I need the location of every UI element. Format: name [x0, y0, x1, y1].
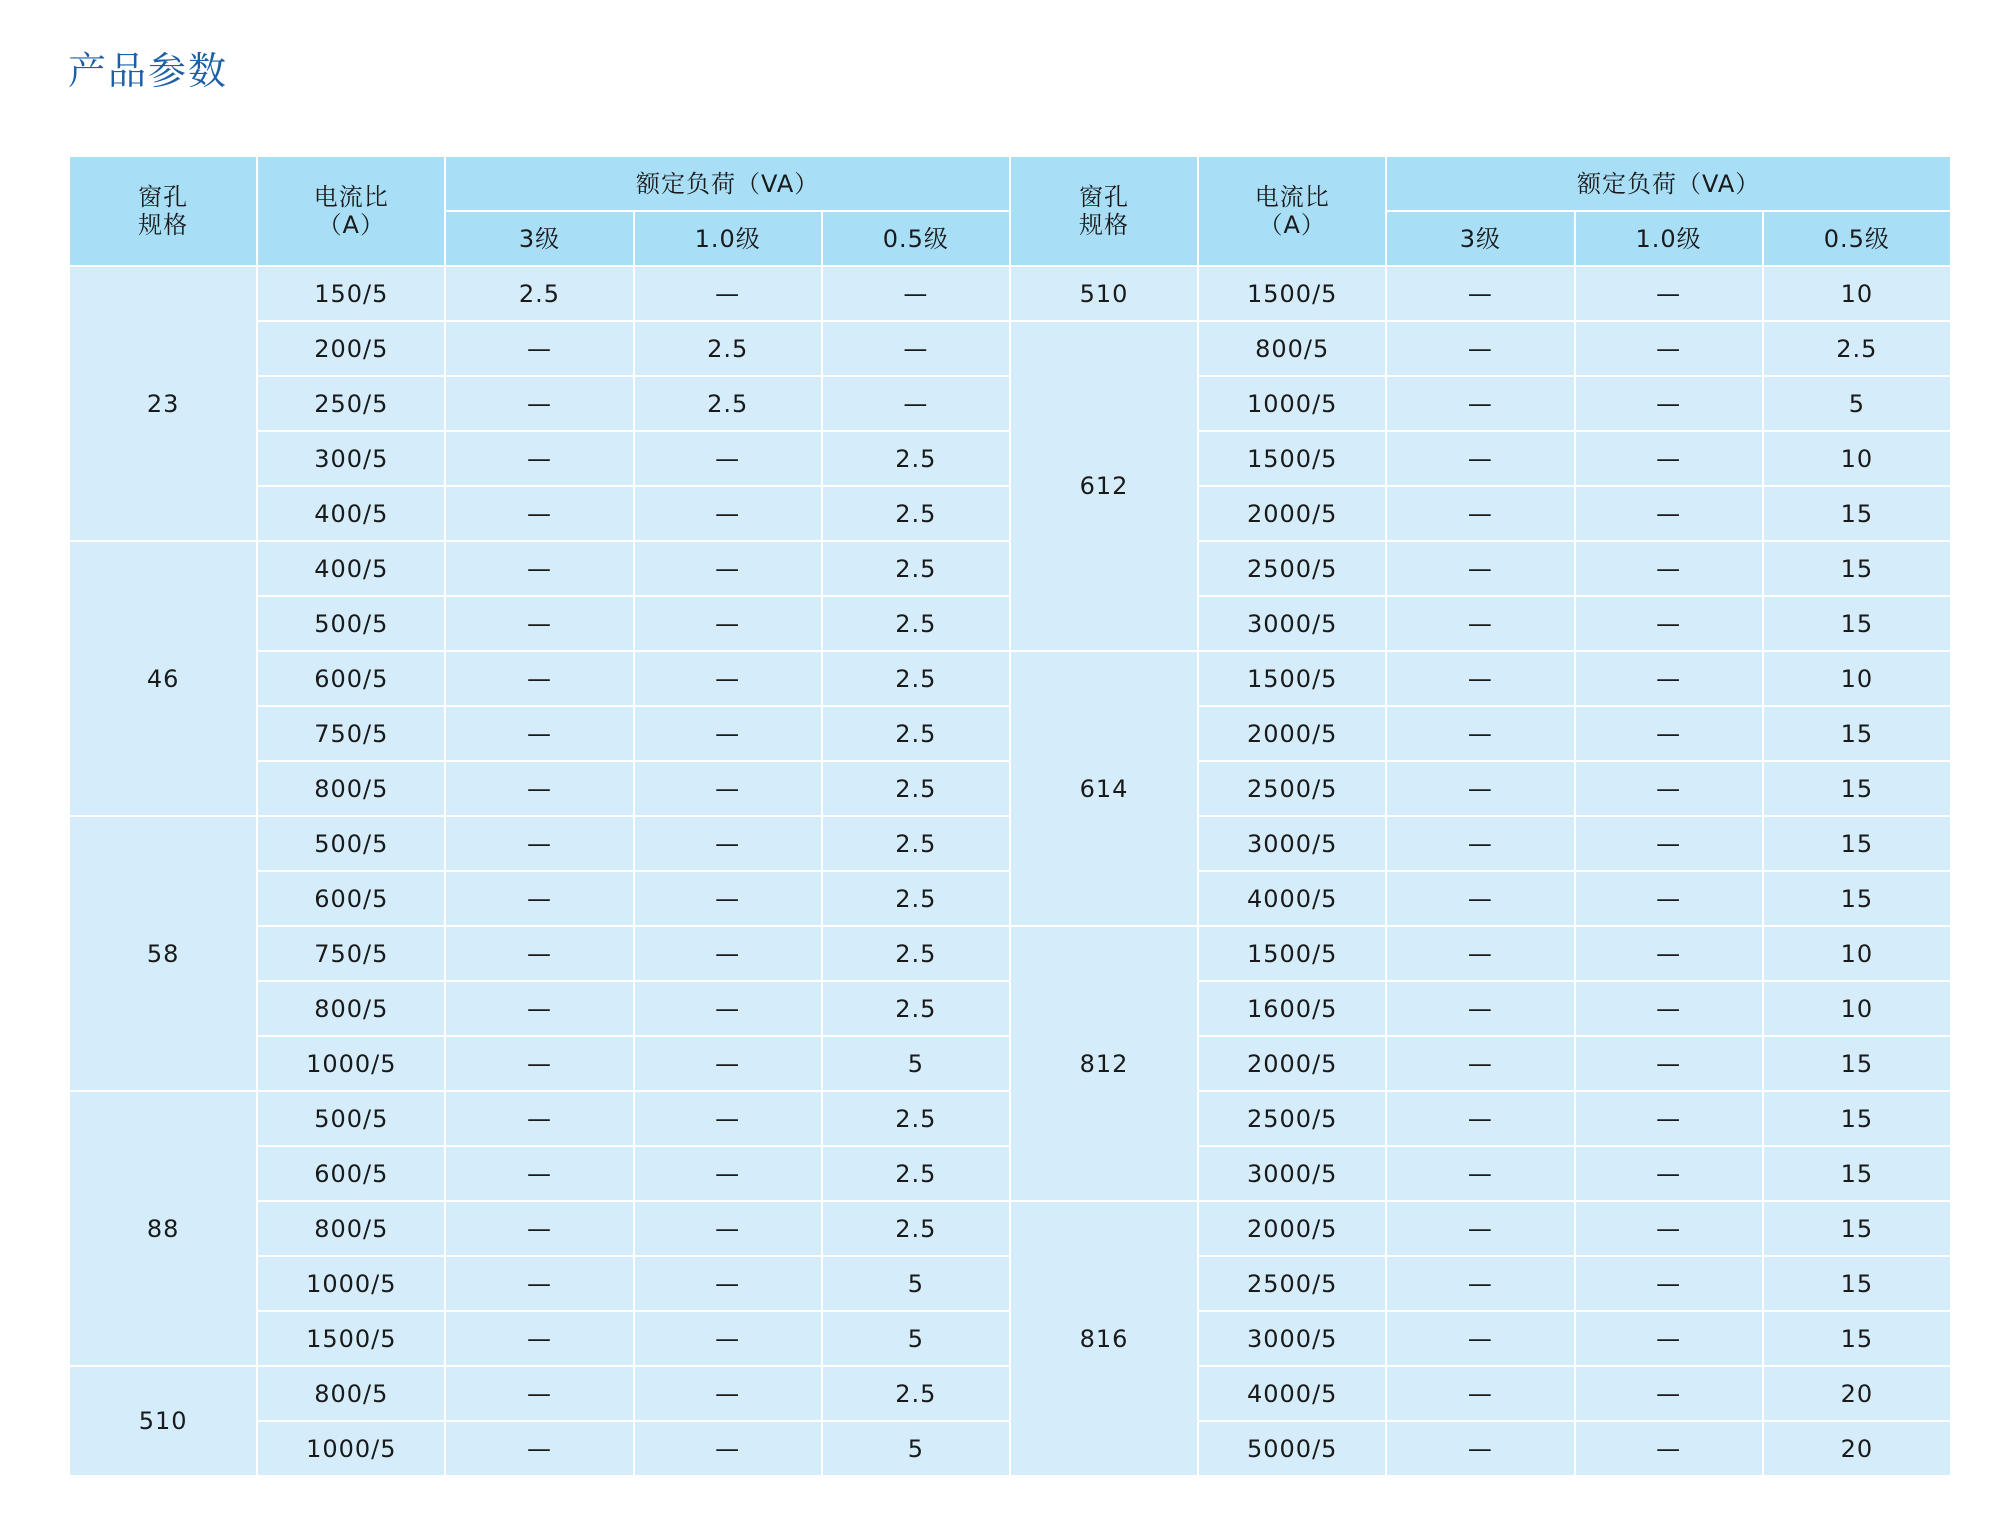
table-row	[69, 321, 1951, 376]
class-3-cell-right: —	[1386, 431, 1574, 486]
class-0-5-cell-right: 5	[1763, 376, 1951, 431]
current-ratio-cell-right: 4000/5	[1198, 871, 1386, 926]
window-spec-cell-right: 614	[1010, 651, 1198, 926]
class-0-5-cell-left: —	[822, 321, 1010, 376]
class-0-5-cell-right: 15	[1763, 1311, 1951, 1366]
class-0-5-cell-right: 15	[1763, 1146, 1951, 1201]
current-ratio-cell-right: 2500/5	[1198, 541, 1386, 596]
current-ratio-cell-right: 2000/5	[1198, 486, 1386, 541]
class-1-0-cell-right: —	[1575, 1146, 1763, 1201]
class-1-0-cell-left: —	[634, 816, 822, 871]
class-3-cell-right: —	[1386, 596, 1574, 651]
header-class-0-5-left: 0.5级	[822, 211, 1010, 266]
header-current-ratio-left: 电流比 （A）	[257, 156, 445, 266]
class-1-0-cell-left: —	[634, 1421, 822, 1476]
current-ratio-cell-left: 200/5	[257, 321, 445, 376]
current-ratio-cell-left: 500/5	[257, 596, 445, 651]
current-ratio-cell-right: 1500/5	[1198, 651, 1386, 706]
table-body	[69, 266, 1951, 1476]
class-3-cell-left: —	[445, 1366, 633, 1421]
class-1-0-cell-right: —	[1575, 1256, 1763, 1311]
class-3-cell-left: —	[445, 706, 633, 761]
class-0-5-cell-left: —	[822, 266, 1010, 321]
class-0-5-cell-left: 2.5	[822, 706, 1010, 761]
current-ratio-cell-right: 2000/5	[1198, 1036, 1386, 1091]
header-window-spec-left: 窗孔 规格	[69, 156, 257, 266]
class-0-5-cell-right: 10	[1763, 431, 1951, 486]
class-1-0-cell-right: —	[1575, 596, 1763, 651]
class-0-5-cell-right: 15	[1763, 1201, 1951, 1256]
class-0-5-cell-left: 5	[822, 1311, 1010, 1366]
class-3-cell-right: —	[1386, 321, 1574, 376]
current-ratio-cell-right: 2000/5	[1198, 1201, 1386, 1256]
class-0-5-cell-left: 2.5	[822, 431, 1010, 486]
current-ratio-cell-left: 600/5	[257, 871, 445, 926]
header-rated-load-right: 额定负荷（VA）	[1386, 156, 1951, 211]
class-3-cell-left: —	[445, 926, 633, 981]
class-0-5-cell-left: 5	[822, 1036, 1010, 1091]
current-ratio-cell-right: 800/5	[1198, 321, 1386, 376]
class-0-5-cell-right: 10	[1763, 981, 1951, 1036]
class-0-5-cell-left: 2.5	[822, 871, 1010, 926]
current-ratio-cell-right: 3000/5	[1198, 1311, 1386, 1366]
class-3-cell-left: —	[445, 1256, 633, 1311]
class-1-0-cell-left: —	[634, 981, 822, 1036]
window-spec-cell-left: 23	[69, 266, 257, 541]
class-3-cell-left: —	[445, 1201, 633, 1256]
class-3-cell-left: —	[445, 596, 633, 651]
class-1-0-cell-right: —	[1575, 1091, 1763, 1146]
current-ratio-cell-left: 1000/5	[257, 1036, 445, 1091]
current-ratio-cell-left: 750/5	[257, 706, 445, 761]
class-3-cell-right: —	[1386, 1366, 1574, 1421]
window-spec-cell-left: 46	[69, 541, 257, 816]
class-0-5-cell-left: 2.5	[822, 981, 1010, 1036]
current-ratio-cell-left: 500/5	[257, 816, 445, 871]
current-ratio-cell-right: 2500/5	[1198, 761, 1386, 816]
class-1-0-cell-right: —	[1575, 321, 1763, 376]
current-ratio-cell-right: 1500/5	[1198, 266, 1386, 321]
class-3-cell-left: —	[445, 431, 633, 486]
current-ratio-cell-left: 400/5	[257, 486, 445, 541]
class-0-5-cell-left: 2.5	[822, 1091, 1010, 1146]
class-3-cell-left: —	[445, 321, 633, 376]
header-current-ratio-right: 电流比 （A）	[1198, 156, 1386, 266]
class-0-5-cell-left: 5	[822, 1256, 1010, 1311]
window-spec-cell-right: 816	[1010, 1201, 1198, 1476]
current-ratio-cell-left: 1000/5	[257, 1256, 445, 1311]
class-0-5-cell-right: 10	[1763, 926, 1951, 981]
current-ratio-cell-right: 2500/5	[1198, 1256, 1386, 1311]
class-3-cell-left: —	[445, 981, 633, 1036]
window-spec-cell-left: 510	[69, 1366, 257, 1476]
class-1-0-cell-right: —	[1575, 376, 1763, 431]
class-0-5-cell-right: 20	[1763, 1421, 1951, 1476]
class-0-5-cell-right: 15	[1763, 761, 1951, 816]
class-3-cell-right: —	[1386, 706, 1574, 761]
class-1-0-cell-right: —	[1575, 1036, 1763, 1091]
class-1-0-cell-right: —	[1575, 1421, 1763, 1476]
class-3-cell-right: —	[1386, 761, 1574, 816]
class-3-cell-right: —	[1386, 1311, 1574, 1366]
class-1-0-cell-right: —	[1575, 816, 1763, 871]
class-1-0-cell-left: 2.5	[634, 321, 822, 376]
class-3-cell-left: —	[445, 816, 633, 871]
class-1-0-cell-left: —	[634, 871, 822, 926]
class-3-cell-right: —	[1386, 486, 1574, 541]
class-3-cell-left: —	[445, 376, 633, 431]
current-ratio-cell-right: 2000/5	[1198, 706, 1386, 761]
class-0-5-cell-left: 5	[822, 1421, 1010, 1476]
window-spec-cell-right: 510	[1010, 266, 1198, 321]
current-ratio-cell-left: 300/5	[257, 431, 445, 486]
class-3-cell-left: —	[445, 1091, 633, 1146]
current-ratio-cell-right: 1000/5	[1198, 376, 1386, 431]
class-3-cell-left: —	[445, 761, 633, 816]
current-ratio-cell-left: 1000/5	[257, 1421, 445, 1476]
header-class-1-0-left: 1.0级	[634, 211, 822, 266]
window-spec-cell-left: 88	[69, 1091, 257, 1366]
current-ratio-cell-left: 600/5	[257, 1146, 445, 1201]
class-1-0-cell-left: —	[634, 1366, 822, 1421]
class-0-5-cell-left: 2.5	[822, 541, 1010, 596]
current-ratio-cell-left: 250/5	[257, 376, 445, 431]
class-3-cell-left: —	[445, 1421, 633, 1476]
window-spec-cell-right: 612	[1010, 321, 1198, 651]
class-0-5-cell-left: 2.5	[822, 761, 1010, 816]
class-3-cell-right: —	[1386, 266, 1574, 321]
class-3-cell-right: —	[1386, 1256, 1574, 1311]
class-1-0-cell-right: —	[1575, 871, 1763, 926]
class-3-cell-right: —	[1386, 651, 1574, 706]
class-3-cell-right: —	[1386, 376, 1574, 431]
class-3-cell-left: —	[445, 1146, 633, 1201]
class-1-0-cell-right: —	[1575, 926, 1763, 981]
class-1-0-cell-right: —	[1575, 431, 1763, 486]
class-0-5-cell-right: 15	[1763, 1091, 1951, 1146]
class-3-cell-right: —	[1386, 1421, 1574, 1476]
class-1-0-cell-left: —	[634, 1201, 822, 1256]
class-1-0-cell-right: —	[1575, 981, 1763, 1036]
class-0-5-cell-left: 2.5	[822, 1366, 1010, 1421]
class-0-5-cell-right: 15	[1763, 1036, 1951, 1091]
table-row	[69, 651, 1951, 706]
current-ratio-cell-left: 800/5	[257, 761, 445, 816]
class-3-cell-left: —	[445, 541, 633, 596]
class-3-cell-left: —	[445, 871, 633, 926]
class-1-0-cell-left: —	[634, 1146, 822, 1201]
current-ratio-cell-left: 800/5	[257, 981, 445, 1036]
table-row	[69, 266, 1951, 321]
class-3-cell-left: —	[445, 1036, 633, 1091]
current-ratio-cell-left: 600/5	[257, 651, 445, 706]
class-1-0-cell-left: —	[634, 541, 822, 596]
current-ratio-cell-right: 1600/5	[1198, 981, 1386, 1036]
class-3-cell-right: —	[1386, 871, 1574, 926]
class-1-0-cell-left: —	[634, 1036, 822, 1091]
class-0-5-cell-right: 10	[1763, 651, 1951, 706]
class-1-0-cell-right: —	[1575, 486, 1763, 541]
class-0-5-cell-left: 2.5	[822, 486, 1010, 541]
table-row	[69, 926, 1951, 981]
current-ratio-cell-right: 5000/5	[1198, 1421, 1386, 1476]
class-0-5-cell-right: 20	[1763, 1366, 1951, 1421]
class-3-cell-right: —	[1386, 1091, 1574, 1146]
table-header	[69, 156, 1951, 266]
current-ratio-cell-left: 800/5	[257, 1366, 445, 1421]
class-1-0-cell-right: —	[1575, 1201, 1763, 1256]
class-1-0-cell-left: —	[634, 1311, 822, 1366]
current-ratio-cell-right: 1500/5	[1198, 926, 1386, 981]
class-0-5-cell-right: 15	[1763, 816, 1951, 871]
class-1-0-cell-right: —	[1575, 761, 1763, 816]
window-spec-cell-right: 812	[1010, 926, 1198, 1201]
class-1-0-cell-left: —	[634, 266, 822, 321]
class-3-cell-left: 2.5	[445, 266, 633, 321]
header-window-spec-right: 窗孔 规格	[1010, 156, 1198, 266]
current-ratio-cell-left: 750/5	[257, 926, 445, 981]
class-3-cell-right: —	[1386, 1201, 1574, 1256]
class-1-0-cell-left: —	[634, 926, 822, 981]
table-row	[69, 1201, 1951, 1256]
class-0-5-cell-left: 2.5	[822, 596, 1010, 651]
current-ratio-cell-left: 400/5	[257, 541, 445, 596]
class-1-0-cell-right: —	[1575, 541, 1763, 596]
product-parameters-table	[68, 155, 1952, 1477]
class-3-cell-right: —	[1386, 541, 1574, 596]
header-class-0-5-right: 0.5级	[1763, 211, 1951, 266]
class-3-cell-right: —	[1386, 816, 1574, 871]
class-0-5-cell-left: 2.5	[822, 926, 1010, 981]
class-1-0-cell-right: —	[1575, 706, 1763, 761]
class-0-5-cell-left: —	[822, 376, 1010, 431]
class-1-0-cell-right: —	[1575, 266, 1763, 321]
class-3-cell-right: —	[1386, 1146, 1574, 1201]
class-1-0-cell-right: —	[1575, 651, 1763, 706]
class-0-5-cell-right: 15	[1763, 596, 1951, 651]
current-ratio-cell-left: 1500/5	[257, 1311, 445, 1366]
class-0-5-cell-right: 15	[1763, 871, 1951, 926]
class-1-0-cell-left: —	[634, 431, 822, 486]
header-class-1-0-right: 1.0级	[1575, 211, 1763, 266]
class-0-5-cell-right: 10	[1763, 266, 1951, 321]
class-1-0-cell-left: —	[634, 486, 822, 541]
class-3-cell-left: —	[445, 486, 633, 541]
class-3-cell-left: —	[445, 1311, 633, 1366]
class-3-cell-left: —	[445, 651, 633, 706]
class-1-0-cell-right: —	[1575, 1366, 1763, 1421]
class-0-5-cell-right: 15	[1763, 486, 1951, 541]
window-spec-cell-left: 58	[69, 816, 257, 1091]
current-ratio-cell-right: 2500/5	[1198, 1091, 1386, 1146]
class-0-5-cell-left: 2.5	[822, 816, 1010, 871]
class-3-cell-right: —	[1386, 926, 1574, 981]
class-0-5-cell-right: 2.5	[1763, 321, 1951, 376]
class-1-0-cell-left: —	[634, 1091, 822, 1146]
current-ratio-cell-right: 3000/5	[1198, 596, 1386, 651]
class-3-cell-right: —	[1386, 1036, 1574, 1091]
class-1-0-cell-left: —	[634, 651, 822, 706]
class-0-5-cell-right: 15	[1763, 706, 1951, 761]
class-1-0-cell-right: —	[1575, 1311, 1763, 1366]
current-ratio-cell-left: 150/5	[257, 266, 445, 321]
class-1-0-cell-left: —	[634, 706, 822, 761]
class-1-0-cell-left: —	[634, 1256, 822, 1311]
class-1-0-cell-left: 2.5	[634, 376, 822, 431]
class-3-cell-right: —	[1386, 981, 1574, 1036]
class-0-5-cell-left: 2.5	[822, 651, 1010, 706]
class-0-5-cell-right: 15	[1763, 1256, 1951, 1311]
page-title: 产品参数	[68, 49, 229, 93]
class-0-5-cell-left: 2.5	[822, 1146, 1010, 1201]
current-ratio-cell-right: 3000/5	[1198, 816, 1386, 871]
class-0-5-cell-left: 2.5	[822, 1201, 1010, 1256]
current-ratio-cell-right: 1500/5	[1198, 431, 1386, 486]
current-ratio-cell-right: 4000/5	[1198, 1366, 1386, 1421]
header-class-3-right: 3级	[1386, 211, 1574, 266]
current-ratio-cell-right: 3000/5	[1198, 1146, 1386, 1201]
class-0-5-cell-right: 15	[1763, 541, 1951, 596]
class-1-0-cell-left: —	[634, 761, 822, 816]
current-ratio-cell-left: 500/5	[257, 1091, 445, 1146]
header-class-3-left: 3级	[445, 211, 633, 266]
current-ratio-cell-left: 800/5	[257, 1201, 445, 1256]
class-1-0-cell-left: —	[634, 596, 822, 651]
header-rated-load-left: 额定负荷（VA）	[445, 156, 1010, 211]
